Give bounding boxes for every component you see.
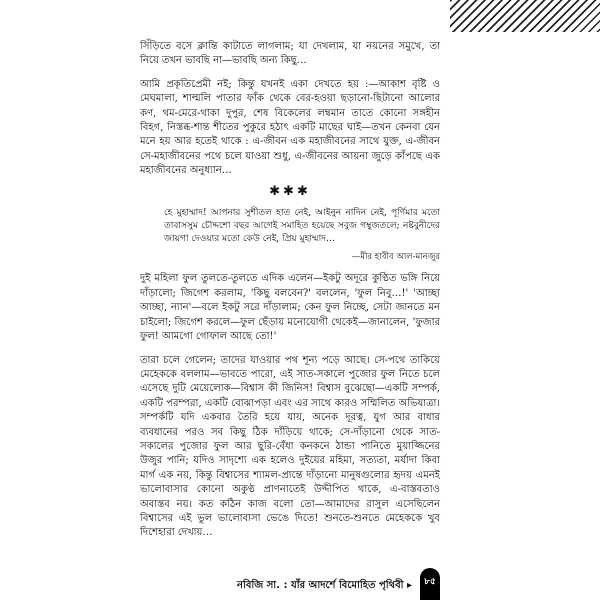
page-number-badge: ৮৫ <box>420 568 440 600</box>
header-hatch-decoration <box>450 0 600 32</box>
paragraph: সিঁড়িতে বসে ক্লান্তি কাটাতে লাগলাম; যা দেখলাম, যা নয়নের সমুখে, তা নিয়ে তখন ভাবছি না—ভাবছি অন্য কিছু… <box>140 41 440 67</box>
paragraph: দুই মহিলা ফুল তুলতে-তুলতে এদিক এলেন—ইকটু অদূরে কুণ্ঠিত ভঙ্গি নিয়ে দাঁড়ালো; জিগেশ করলাম, 'কিছু বলবেন?' বললেন, 'ফুল নিবু…!' 'আচ্ছা আচ্ছা, ন্যান'—বলে ইকটু সরে দাঁড়ালাম; কেন ফুল নিচ্ছে, সেটা জানতে মন চাইলো; জিগেশ করলে—ফুল ছেঁড়ায় মনোযোগী থেকেই—জানালেন, 'ফুজার ফুল! আমগো গোফাল আছে তো!' <box>140 273 440 343</box>
running-footer-title: নবিজি সা. : যাঁর আদর্শে বিমোহিত পৃথিবী ▸ <box>237 580 412 591</box>
paragraph: তারা চলে গেলেন; তাদের যাওয়ার পথ শূন্য পড়ে আছে। সে-পথে তাকিয়ে মেহেককে বললাম—ভাবতে পারো, এই সাত-সকালে পুজোর ফুল নিতে চলে এসেছে দুটি মেয়েলোক—বিশ্বাস কী জিনিস! বিশ্বাস বুঝেছো—একটি সম্পর্ক, একটি পরম্পরা, একটি বোঝাপড়া এবং এর সাথে কারও সম্মিলিত অভিযাত্রা। সম্পর্কটি যদি একবার তৈরি হয়ে যায়, অনেক দূরত্ব, যুগ আর বাধার ব্যবধানের পরও সব কিছু ঠিক দাঁড়িয়ে থাকে; সে-দাঁড়ানো থেকে সাত-সকালের পুজোর ফুল আর ছুরি-বেঁধা কনকনে ঠান্ডা পানিতে মুয়াজ্জিনের উজুর পানি; যদিও সাদৃশ্যে এক হলেও দুইয়ের মহিমা, সত্যতা, মর্যাদা কিবা মার্গ এক নয়, কিন্তু বিশ্বাসের শ্যামল-প্রান্তে দাঁড়ানো মানুষগুলোর হৃদয় এমনই ভালোবাসার কোনো অকুণ্ঠ প্রাণনাতেই উদ্দীপিত থাকে, এ-বাস্তবতাও অবাস্তব নয়। কত কঠিন কাজ বলো তো—আমাদের রাসুল এসেছিলেন বিশ্বাসের এই ভুল ভালোবাসা ভেঙে দিতে! শুনতে-শুনতে মেহেককে খুব দিশেহারা দেখায়… <box>140 354 440 539</box>
paragraph: আমি প্রকৃতিপ্রেমী নই; কিন্তু যখনই একা দেখতে হয় :—আকাশ বৃষ্টি ও মেঘমালা, শাল্মলি পাতার ফাঁক থেকে বের-হওয়া ছড়ানো-ছিটানো আলোর কণ, থম-মেরে-থাকা দুপুর, শেষ বিকেলের লম্বমান তাতে কোনো সঙ্গহীন বিহগ, নিস্তব্ধ-শান্ত শীতের পুকুরে হঠাৎ একটি মাছের ঘাই—তখন কেনবা যেন মনে হয় আর হতেই থাকে : এ-জীবন এক মহাজীবনের সাথে যুক্ত, এ-জীবন সে-মহাজীবনের পথে চলে যাওয়া শুধু, এ-জীবনের আয়না জুড়ে কাঁপছে এক মহাজীবনের অনুধ্যান… <box>140 78 440 177</box>
section-divider: ✱✱✱ <box>269 183 311 199</box>
epigraph-quote: হে মুহাম্মাদ! আপনার সুশীতল হাত নেই, আইনুন নাদিন নেই, পূর্ণিমার মতো তাবাসসুম চৌদ্দশো বছর আগেই সমাহিত হয়েছে সবুজ গম্বুজতলে; নষ্টবুনীদের জায়গা দেওয়ার মতো কেউ নেই, প্রিয় মুহাম্মাদ… <box>164 208 440 245</box>
header-hatch-fade <box>390 0 450 32</box>
epigraph-attribution: —মীর হাবীব আল-মানজুর <box>351 252 440 263</box>
page-body <box>140 40 440 541</box>
